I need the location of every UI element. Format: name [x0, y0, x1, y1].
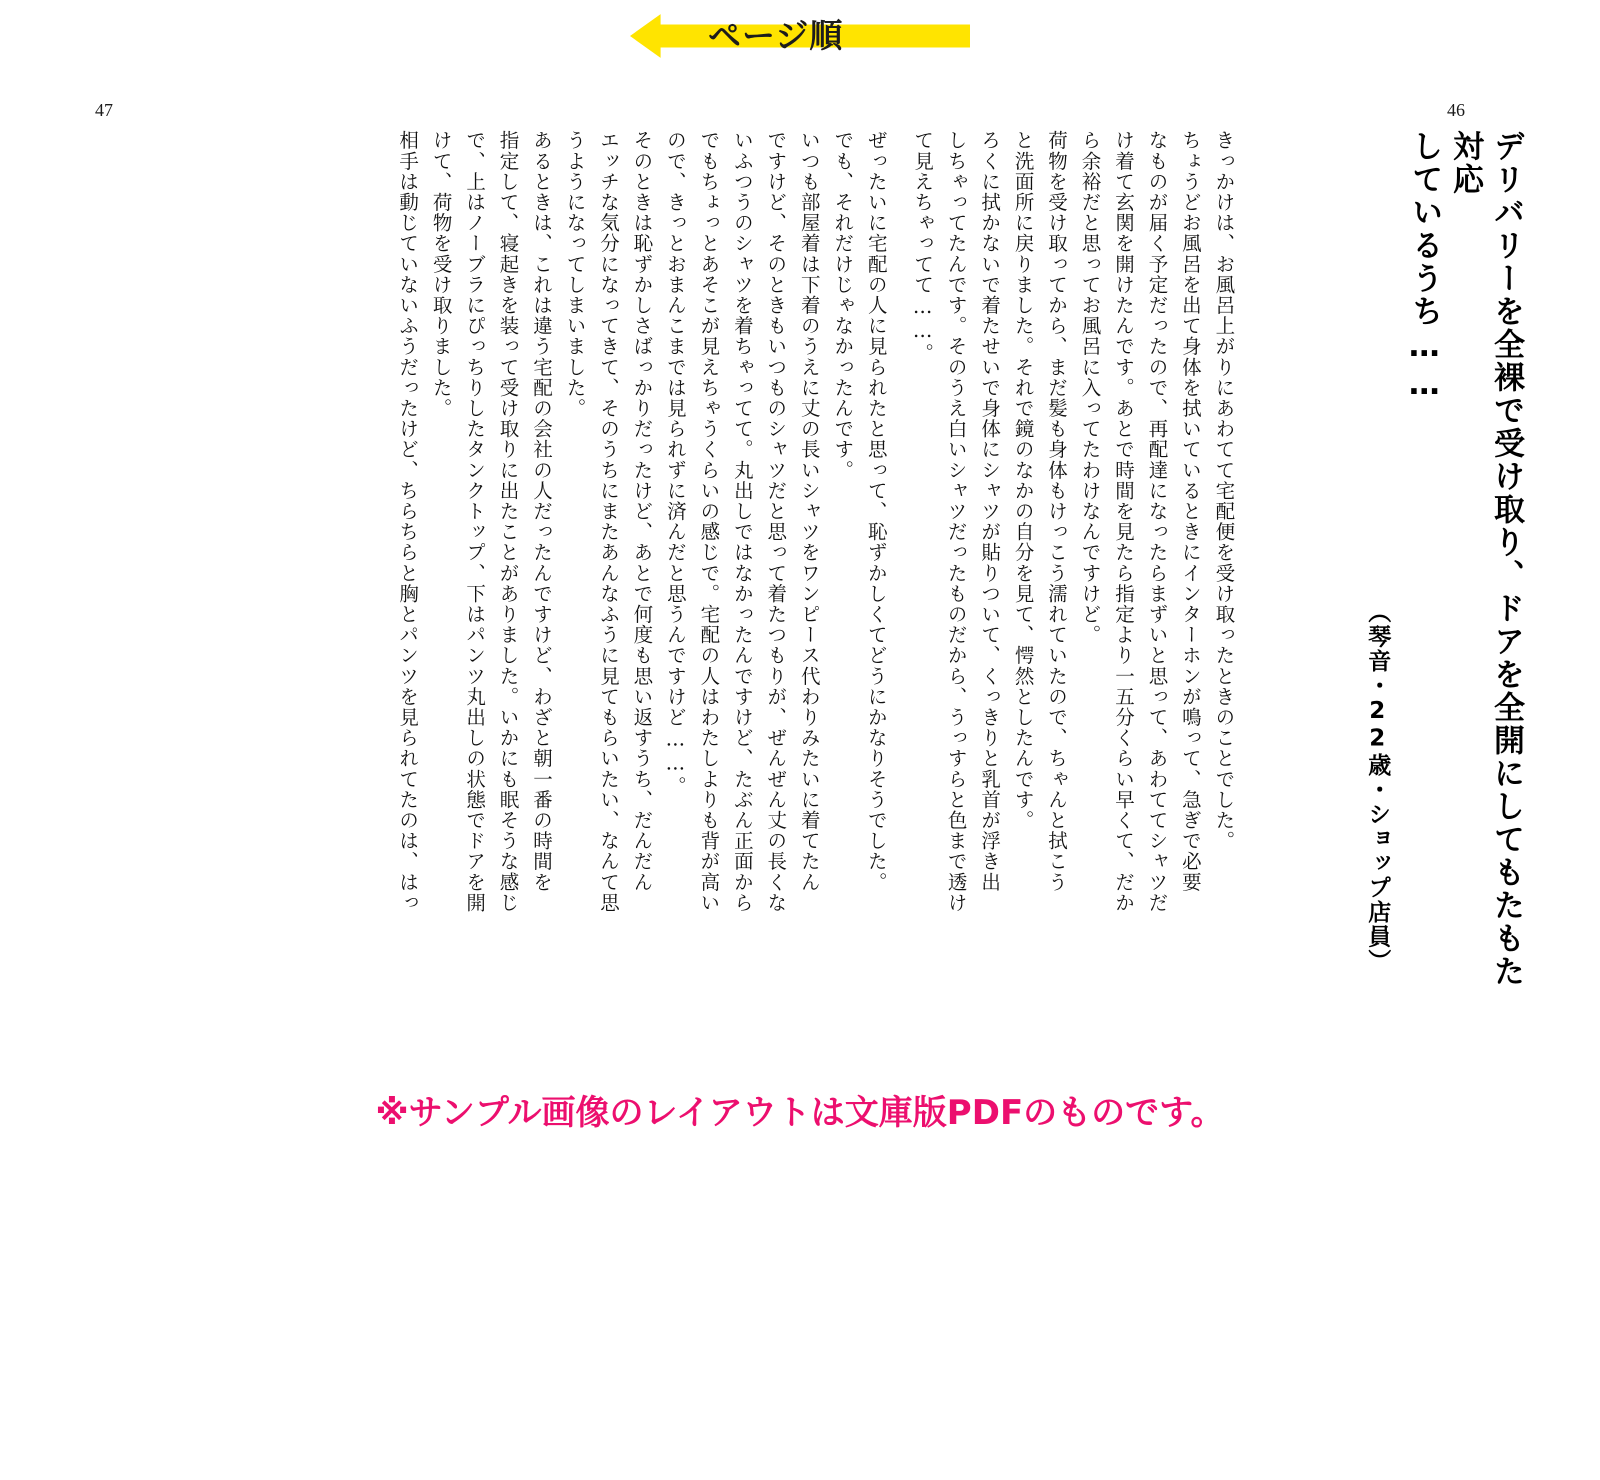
- body-column: なものが届く予定だったので、再配達になったらまずいと思って、あわててシャツだ: [1145, 130, 1169, 913]
- body-column: けて、荷物を受け取りました。: [429, 130, 453, 419]
- body-column: 相手は動じていないふうだったけど、ちらちらと胸とパンツを見られてたのは、はっ: [396, 130, 420, 913]
- page-number-right: 46: [1447, 100, 1465, 120]
- body-column: あるときは、これは違う宅配の会社の人だったんですけど、わざと朝一番の時間を: [530, 130, 554, 893]
- body-column: そのときは恥ずかしさばっかりだったけど、あとで何度も思い返すうち、だんだん: [630, 130, 654, 893]
- body-column: いつも部屋着は下着のうえに丈の長いシャツをワンピース代わりみたいに着てたん: [797, 130, 821, 893]
- body-column: きっかけは、お風呂上がりにあわてて宅配便を受け取ったときのことでした。: [1212, 130, 1236, 851]
- body-column: ちょうどお風呂を出て身体を拭いているときにインターホンが鳴って、急ぎで必要: [1178, 130, 1202, 893]
- article-title-line2: しているうち……: [1406, 130, 1443, 404]
- body-column: ですけど、そのときもいつものシャツだと思って着たつもりが、ぜんぜん丈の長くな: [764, 130, 788, 913]
- sample-layout-notice: ※サンプル画像のレイアウトは文庫版PDFのものです。: [375, 1093, 1225, 1133]
- body-column: で、上はノーブラにぴっちりしたタンクトップ、下はパンツ丸出しの状態でドアを開: [463, 130, 487, 913]
- body-column: ら余裕だと思ってお風呂に入ってたわけなんですけど。: [1078, 130, 1102, 645]
- body-column: ろくに拭かないで着たせいで身体にシャツが貼りついて、くっきりと乳首が浮き出: [978, 130, 1002, 893]
- book-spread: [70, 130, 1540, 1030]
- page-number-left: 47: [95, 100, 113, 120]
- body-column: 荷物を受け取ってから、まだ髪も身体もけっこう濡れていたので、ちゃんと拭こう: [1045, 130, 1069, 893]
- body-column: でもちょっとあそこが見えちゃうくらいの感じで。宅配の人はわたしよりも背が高い: [697, 130, 721, 913]
- body-column: ぜったいに宅配の人に見られたと思って、恥ずかしくてどうにかなりそうでした。: [864, 130, 888, 893]
- body-column: け着て玄関を開けたんです。あとで時間を見たら指定より一五分くらい早くて、だか: [1111, 130, 1135, 913]
- body-column: と洗面所に戻りました。それで鏡のなかの自分を見て、愕然としたんです。: [1011, 130, 1035, 831]
- body-column: しちゃってたんです。そのうえ白いシャツだったものだから、うっすらと色まで透け: [944, 130, 968, 913]
- body-column: て見えちゃってて……。: [911, 130, 935, 364]
- body-column: うようになってしまいました。: [563, 130, 587, 419]
- body-column: ので、きっとおまんこまでは見られずに済んだと思うんですけど……。: [663, 130, 687, 797]
- article-title-line1: デリバリーを全裸で受け取り、ドアを全開にしてもたもた対応: [1447, 130, 1524, 988]
- body-column: でも、それだけじゃなかったんです。: [831, 130, 855, 481]
- article-byline-text: （琴音・22歳・ショップ店員）: [1364, 600, 1391, 974]
- body-column: 指定して、寝起きを装って受け取りに出たことがありました。いかにも眠そうな感じ: [496, 130, 520, 913]
- body-column: いふつうのシャツを着ちゃってて。丸出しではなかったんですけど、たぶん正面から: [730, 130, 754, 913]
- article-title: [1403, 130, 1526, 1010]
- body-column: エッチな気分になってきて、そのうちにまたあんなふうに見てもらいたい、なんて思: [596, 130, 620, 913]
- page-order-banner: [630, 10, 970, 62]
- article-byline: [1361, 600, 1391, 1480]
- page-order-label: ページ順: [708, 16, 844, 55]
